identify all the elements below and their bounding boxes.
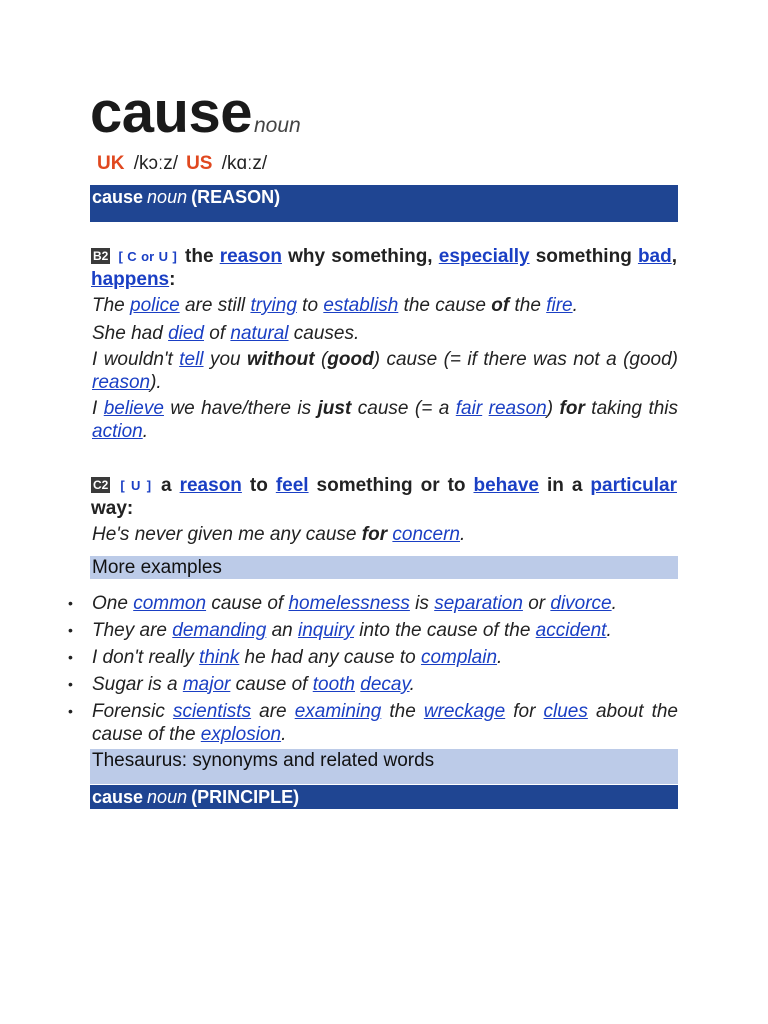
sense-header-word: cause <box>92 187 144 207</box>
word-link[interactable]: bad <box>637 246 672 267</box>
def-text: the <box>185 246 220 267</box>
def-text: to <box>241 475 276 496</box>
word-link[interactable]: reason <box>488 398 547 419</box>
def-text: something or to <box>308 475 474 496</box>
bullet-icon: • <box>68 649 73 665</box>
word-link[interactable]: complain <box>420 647 498 668</box>
definition-reason <box>91 245 677 291</box>
word-link[interactable]: scientists <box>172 701 252 722</box>
ex-text: about the cause of the <box>92 701 678 745</box>
word-link[interactable]: clues <box>543 701 588 722</box>
ex-text: the cause <box>398 295 492 316</box>
headword-text: cause <box>90 80 252 145</box>
ex-text: cause of <box>230 674 313 695</box>
uk-label: UK <box>97 153 125 174</box>
ex-text: or <box>522 593 551 614</box>
ex-text: cause (= a <box>351 398 456 419</box>
level-badge: C2 <box>93 478 109 492</box>
example-sentence <box>92 348 678 394</box>
sense-header-reason <box>90 185 678 222</box>
word-link[interactable]: especially <box>438 246 530 267</box>
ex-text: ) cause (= if there was not a (good) <box>373 349 678 370</box>
ex-text: . <box>611 593 617 614</box>
ex-text: he had any cause to <box>239 647 421 668</box>
word-link[interactable]: action <box>92 421 143 442</box>
sense-header-principle <box>90 785 678 809</box>
ex-text: are still <box>179 295 251 316</box>
list-item <box>0 646 678 669</box>
word-link[interactable]: police <box>130 295 180 316</box>
sense-header-guideword: (PRINCIPLE) <box>191 787 300 807</box>
ex-text: One <box>92 593 134 614</box>
sense-header-word: cause <box>92 787 144 807</box>
ex-text: the <box>509 295 547 316</box>
ex-text: He's never given me any cause <box>92 524 362 545</box>
list-item <box>0 619 678 642</box>
ex-text: cause of <box>206 593 289 614</box>
def-text: something <box>529 246 638 267</box>
headword-pos: noun <box>253 114 301 137</box>
ex-text: taking this <box>584 398 679 419</box>
ex-text: of <box>204 323 231 344</box>
word-link[interactable]: feel <box>275 475 309 496</box>
ex-text: I don't really <box>92 647 200 668</box>
ex-text: causes. <box>288 323 360 344</box>
collocation: just <box>317 398 352 419</box>
def-text: : <box>169 269 176 290</box>
sense-header-guideword: (REASON) <box>191 187 281 207</box>
def-text: why something, <box>282 246 439 267</box>
word-link[interactable]: explosion <box>200 724 282 745</box>
word-link[interactable]: reason <box>219 246 282 267</box>
headword <box>90 80 301 145</box>
list-item <box>0 592 678 615</box>
ex-text: Forensic <box>92 701 173 722</box>
collocation: of <box>491 295 510 316</box>
ex-text: . <box>409 674 415 695</box>
word-link[interactable]: tooth <box>312 674 355 695</box>
word-link[interactable]: tell <box>179 349 204 370</box>
ex-text: . <box>281 724 287 745</box>
ex-text: I wouldn't <box>92 349 180 370</box>
def-text: a <box>161 475 180 496</box>
def-text: in a <box>538 475 591 496</box>
ex-text: is <box>409 593 435 614</box>
grammar-code: [ C or U ] <box>118 249 177 264</box>
ex-text: we have/there is <box>163 398 318 419</box>
ex-text: for <box>505 701 544 722</box>
bullet-icon: • <box>68 622 73 638</box>
sense-header-pos: noun <box>147 787 188 807</box>
word-link[interactable]: concern <box>392 524 460 545</box>
more-examples-list <box>0 592 678 750</box>
collocation: good <box>327 349 374 370</box>
ex-text: the <box>381 701 424 722</box>
bullet-icon: • <box>68 595 73 611</box>
word-link[interactable]: natural <box>230 323 289 344</box>
more-examples-toggle[interactable]: More examples <box>90 556 678 579</box>
ex-text: . <box>572 295 578 316</box>
word-link[interactable]: inquiry <box>298 620 354 641</box>
word-link[interactable]: separation <box>434 593 523 614</box>
ex-text: ) <box>546 398 560 419</box>
us-label: US <box>186 153 213 174</box>
def-text: way: <box>91 498 134 519</box>
word-link[interactable]: reason <box>92 372 151 393</box>
us-ipa: /kɑːz/ <box>221 153 268 174</box>
ex-text: are <box>251 701 295 722</box>
word-link[interactable]: examining <box>294 701 382 722</box>
uk-ipa: /kɔːz/ <box>133 153 179 174</box>
word-link[interactable]: decay <box>360 674 410 695</box>
grammar-code: [ U ] <box>120 478 152 493</box>
word-link[interactable]: wreckage <box>423 701 506 722</box>
word-link[interactable]: fair <box>455 398 483 419</box>
ex-text: an <box>266 620 298 641</box>
def-text: , <box>671 246 678 267</box>
word-link[interactable]: divorce <box>550 593 612 614</box>
thesaurus-link[interactable]: Thesaurus: synonyms and related words <box>90 749 678 784</box>
ex-text: ). <box>150 372 162 393</box>
ex-text: you <box>203 349 247 370</box>
word-link[interactable]: demanding <box>172 620 267 641</box>
ex-text: She had <box>92 323 169 344</box>
sense-header-pos: noun <box>147 187 188 207</box>
word-link[interactable]: trying <box>250 295 297 316</box>
ex-text: . <box>606 620 612 641</box>
collocation: for <box>361 524 388 545</box>
word-link[interactable]: establish <box>323 295 399 316</box>
bullet-icon: • <box>68 676 73 692</box>
word-link[interactable]: homelessness <box>288 593 410 614</box>
list-item <box>0 700 678 746</box>
collocation: for <box>559 398 585 419</box>
word-link[interactable]: major <box>182 674 231 695</box>
example-sentence <box>92 294 678 317</box>
ex-text: into the cause of the <box>353 620 536 641</box>
ex-text: The <box>92 295 131 316</box>
ex-text: . <box>142 421 148 442</box>
word-link[interactable]: reason <box>179 475 242 496</box>
word-link[interactable]: died <box>168 323 204 344</box>
level-badge: B2 <box>93 249 109 263</box>
collocation: without <box>247 349 315 370</box>
ex-text: ( <box>314 349 328 370</box>
bullet-icon: • <box>68 703 73 719</box>
ex-text: . <box>497 647 503 668</box>
list-item <box>0 673 678 696</box>
word-link[interactable]: behave <box>473 475 539 496</box>
word-link[interactable]: happens <box>91 269 170 290</box>
ex-text: . <box>460 524 466 545</box>
word-link[interactable]: think <box>199 647 240 668</box>
ex-text: to <box>296 295 324 316</box>
example-sentence <box>92 397 678 443</box>
word-link[interactable]: accident <box>535 620 607 641</box>
example-sentence <box>92 322 678 345</box>
ex-text: Sugar is a <box>92 674 183 695</box>
ex-text: I <box>92 398 104 419</box>
word-link[interactable]: believe <box>103 398 164 419</box>
example-sentence <box>92 523 678 546</box>
definition-feeling <box>91 474 677 520</box>
word-link[interactable]: common <box>133 593 207 614</box>
pronunciation <box>97 152 275 176</box>
ex-text: They are <box>92 620 173 641</box>
word-link[interactable]: particular <box>590 475 677 496</box>
word-link[interactable]: fire <box>546 295 573 316</box>
